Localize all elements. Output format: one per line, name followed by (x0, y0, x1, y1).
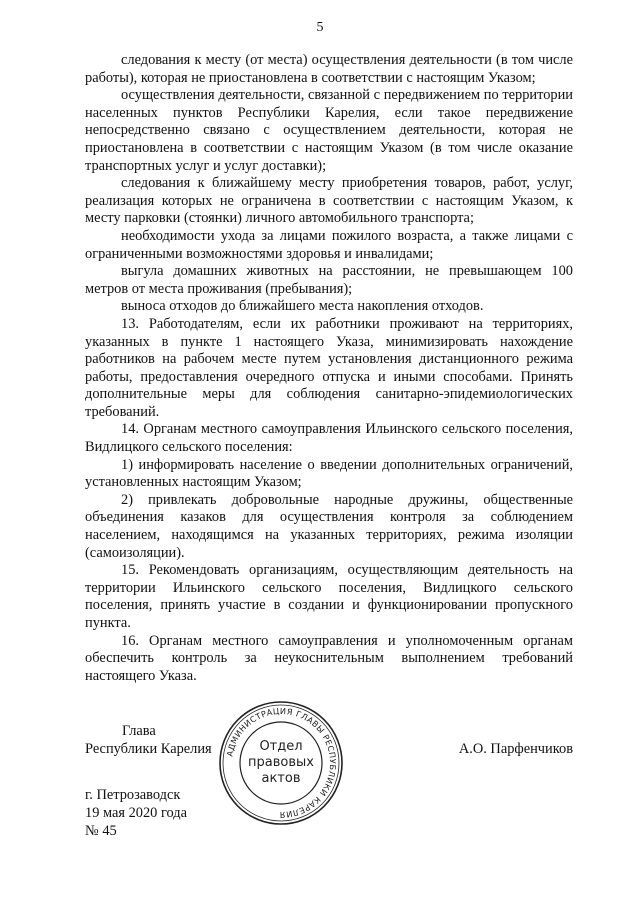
paragraph: следования к ближайшему месту приобретения товаров, работ, услуг, реализация которых не ограничена в соответствии с настоящим Указом, к месту парковки (стоянки) личного автомобильного транспорта; (85, 175, 573, 227)
paragraph-subitem-2: 2) привлекать добровольные народные дружины, общественные объединения казаков для осуществления контроля за соблюдением населением, находящимся на указанных территориях, режима изоляции (самоизоляции). (85, 491, 573, 561)
signer-title: Глава (122, 723, 156, 739)
stamp-line-1: Отдел (259, 739, 303, 754)
paragraph-subitem-1: 1) информировать население о введении дополнительных ограничений, установленных настоящим Указом; (85, 456, 573, 491)
paragraph-item-14: 14. Органам местного самоуправления Ильинского сельского поселения, Видлицкого сельского поселения: (85, 421, 573, 456)
stamp-line-3: актов (261, 771, 301, 786)
issue-date: 19 мая 2020 года (85, 805, 188, 821)
issue-place: г. Петрозаводск (85, 787, 181, 803)
signer-name: А.О. Парфенчиков (458, 741, 573, 757)
paragraph: выгула домашних животных на расстоянии, не превышающем 100 метров от места проживания (пребывания); (85, 263, 573, 297)
paragraph-item-13: 13. Работодателям, если их работники проживают на территориях, указанных в пункте 1 настоящего Указа, минимизировать нахождение работников на рабочем месте путем установления дистанционного режима работы, предоставления очередного отпуска и иными способами. Принять дополнительные меры для соблюдения санитарно-эпидемиологических требований. (85, 315, 573, 420)
document-body (85, 52, 573, 685)
stamp-ring-text: АДМИНИСТРАЦИЯ ГЛАВЫ РЕСПУБЛИКИ КАРЕЛИЯ (224, 705, 339, 821)
official-stamp (218, 700, 344, 826)
page-number: 5 (316, 20, 324, 35)
paragraph-item-16: 16. Органам местного самоуправления и уполномоченным органам обеспечить контроль за неукоснительным выполнением требований настоящего Указа. (85, 632, 573, 684)
paragraph-item-15: 15. Рекомендовать организациям, осуществляющим деятельность на территории Ильинского сельского поселения, Видлицкого сельского поселения, принять участие в создании и функционировании пропускного пункта. (85, 562, 573, 631)
paragraph: осуществления деятельности, связанной с передвижением по территории населенных пунктов Республики Карелия, если такое передвижение непосредственно связано с осуществлением деятельности, которая не приостановлена в соответствии с настоящим Указом (в том числе оказание транспортных услуг и услуг доставки); (85, 87, 573, 174)
signer-title-republic: Республики Карелия (85, 741, 212, 757)
paragraph: следования к месту (от места) осуществления деятельности (в том числе работы), которая не приостановлена в соответствии с настоящим Указом; (85, 52, 573, 86)
document-number: № 45 (85, 823, 117, 839)
paragraph: необходимости ухода за лицами пожилого возраста, а также лицами с ограниченными возможностями здоровья и инвалидами; (85, 227, 573, 262)
stamp-line-2: правовых (248, 755, 314, 770)
paragraph: выноса отходов до ближайшего места накопления отходов. (121, 298, 484, 315)
